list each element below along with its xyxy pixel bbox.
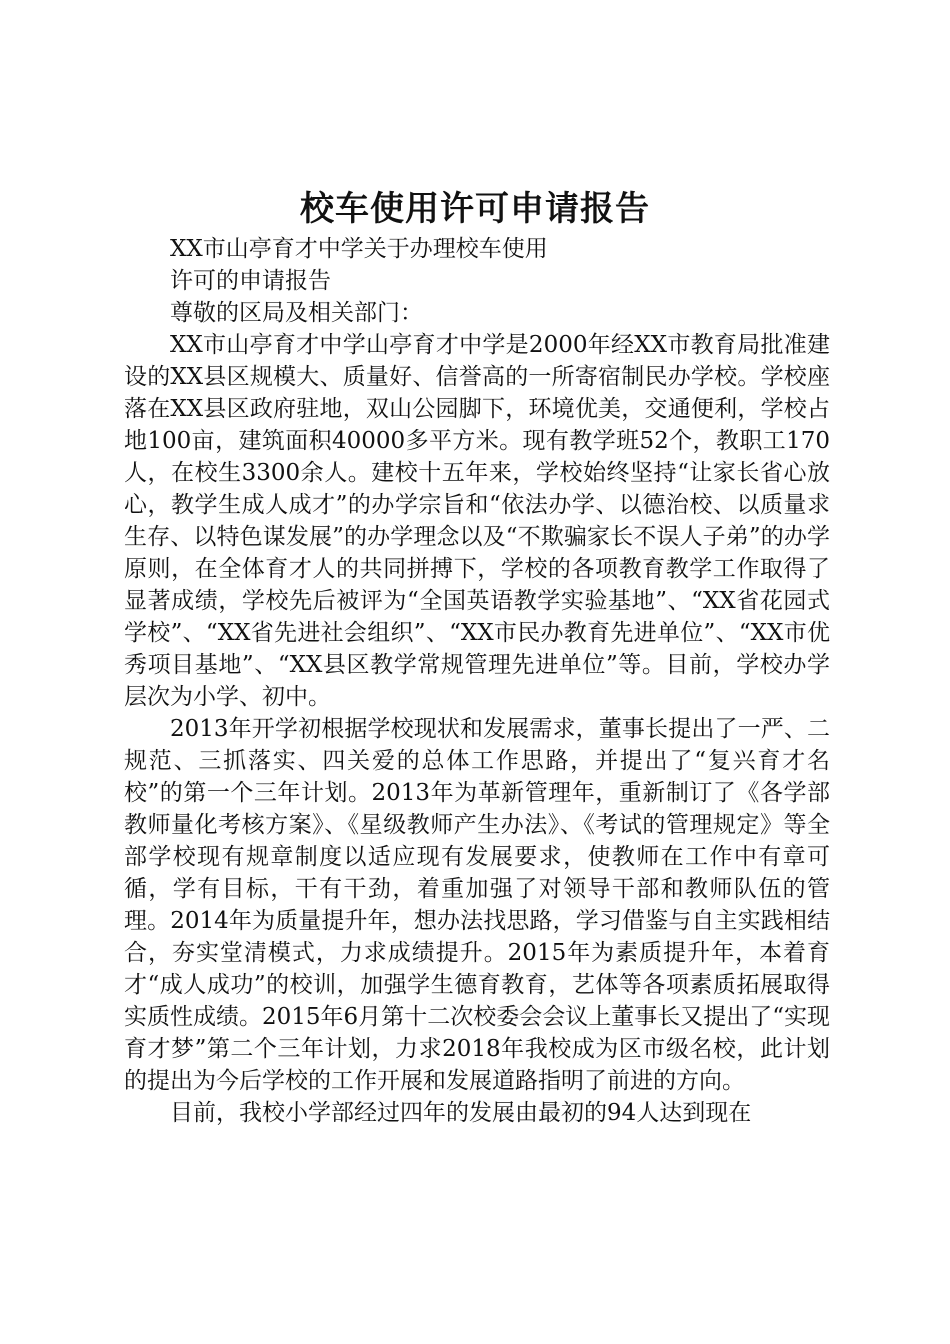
salutation: 尊敬的区局及相关部门： (170, 300, 423, 326)
document-body (124, 233, 830, 1129)
header-line-2: 许可的申请报告 (170, 268, 331, 294)
body-paragraph-2: 2013年开学初根据学校现状和发展需求，董事长提出了一严、二规范、三抓落实、四关爱的总体工作思路，并提出了“复兴育才名校”的第一个三年计划。2013年为革新管理年，重新制订了《各学部教师量化考核方案》、《星级教师产生办法》、《考试的管理规定》等全部学校现有规章制度以适应现有发展要求，使教师在工作中有章可循，学有目标，干有干劲，着重加强了对领导干部和教师队伍的管理。2014年为质量提升年，想办法找思路，学习借鉴与自主实践相结合，夯实堂清模式，力求成绩提升。2015年为素质提升年，本着育才“成人成功”的校训，加强学生德育教育，艺体等各项素质拓展取得实质性成绩。2015年6月第十二次校委会会议上董事长又提出了“实现育才梦”第二个三年计划，力求2018年我校成为区市级名校，此计划的提出为今后学校的工作开展和发展道路指明了前进的方向。 (124, 716, 830, 1094)
header-line-1: XX市山亭育才中学关于办理校车使用 (170, 236, 548, 262)
body-paragraph-3: 目前，我校小学部经过四年的发展由最初的94人达到现在 (170, 1100, 752, 1126)
body-paragraph-1: XX市山亭育才中学山亭育才中学是2000年经XX市教育局批准建设的XX县区规模大、质量好、信誉高的一所寄宿制民办学校。学校座落在XX县区政府驻地，双山公园脚下，环境优美，交通便利，学校占地100亩，建筑面积40000多平方米。现有教学班52个，教职工170人，在校生3300余人。建校十五年来，学校始终坚持“让家长省心放心，教学生成人成才”的办学宗旨和“依法办学、以德治校、以质量求生存、以特色谋发展”的办学理念以及“不欺骗家长不误人子弟”的办学原则，在全体育才人的共同拼搏下，学校的各项教育教学工作取得了显著成绩，学校先后被评为“全国英语教学实验基地”、“XX省花园式学校”、“XX省先进社会组织”、“XX市民办教育先进单位”、“XX市优秀项目基地”、“XX县区教学常规管理先进单位”等。目前，学校办学层次为小学、初中。 (124, 332, 830, 710)
document-title: 校车使用许可申请报告 (300, 189, 650, 229)
